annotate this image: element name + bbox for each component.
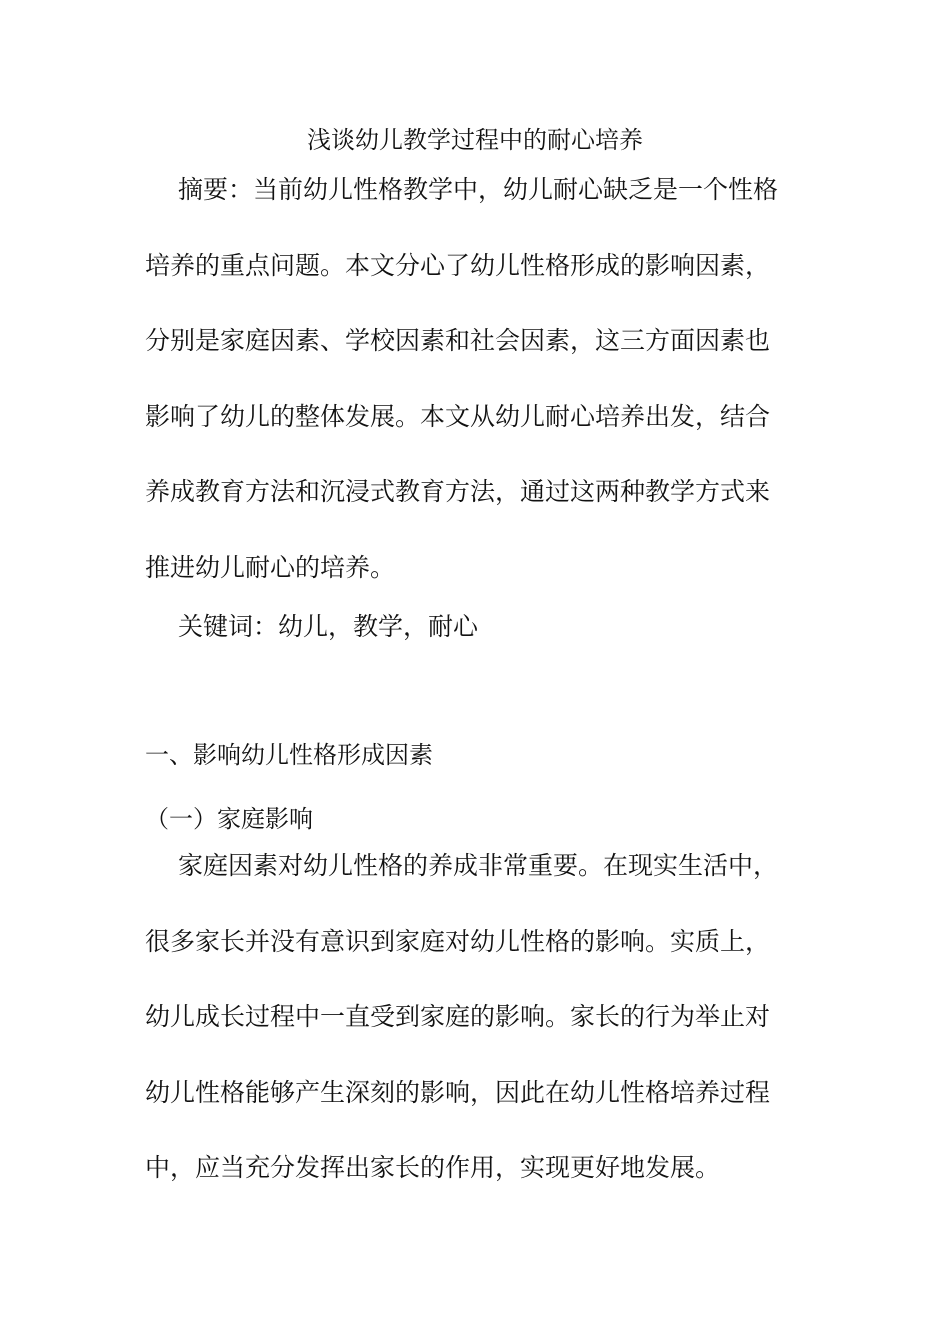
- keywords-line: 关键词：幼儿，教学，耐心: [178, 612, 479, 641]
- abstract-line: 推进幼儿耐心的培养。: [145, 552, 396, 582]
- abstract-line: 摘要：当前幼儿性格教学中，幼儿耐心缺乏是一个性格: [178, 175, 779, 204]
- abstract-paragraph: [145, 170, 810, 623]
- paragraph-line: 中，应当充分发挥出家长的作用，实现更好地发展。: [145, 1153, 721, 1182]
- abstract-line: 养成教育方法和沉浸式教育方法，通过这两种教学方式来: [145, 477, 771, 506]
- paragraph-line: 很多家长并没有意识到家庭对幼儿性格的影响。实质上，: [145, 926, 771, 956]
- paragraph-line: 幼儿性格能够产生深刻的影响，因此在幼儿性格培养过程: [145, 1077, 771, 1107]
- abstract-line: 培养的重点问题。本文分心了幼儿性格形成的影响因素，: [145, 250, 771, 280]
- abstract-line: 影响了幼儿的整体发展。本文从幼儿耐心培养出发，结合: [145, 401, 771, 431]
- section-heading: 一、影响幼儿性格形成因素: [145, 741, 433, 769]
- paragraph-line: 幼儿成长过程中一直受到家庭的影响。家长的行为举止对: [145, 1002, 771, 1031]
- document-title: 浅谈幼儿教学过程中的耐心培养: [307, 126, 643, 154]
- abstract-line: 分别是家庭因素、学校因素和社会因素，这三方面因素也: [145, 326, 771, 355]
- body-paragraph: [145, 846, 810, 1224]
- subsection-heading: （一）家庭影响: [145, 805, 313, 833]
- paragraph-line: 家庭因素对幼儿性格的养成非常重要。在现实生活中，: [178, 851, 779, 880]
